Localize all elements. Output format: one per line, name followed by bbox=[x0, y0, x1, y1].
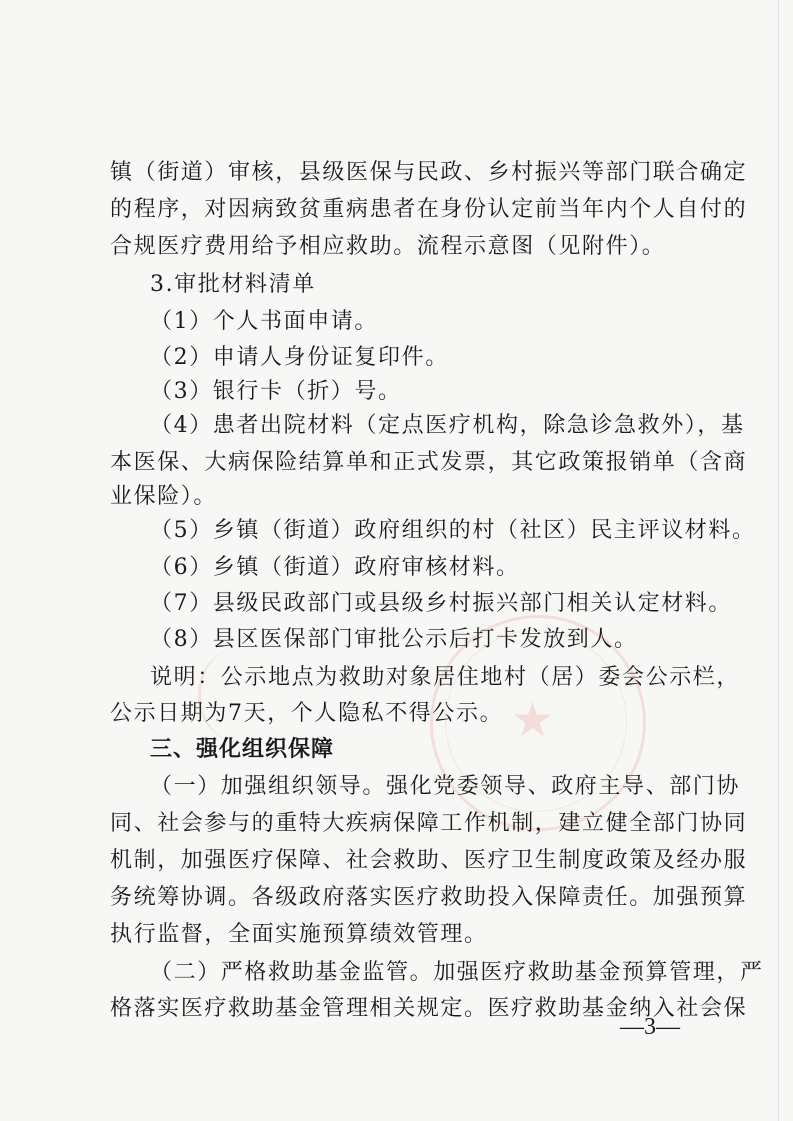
note-line: 说明：公示地点为救助对象居住地村（居）委会公示栏， bbox=[150, 665, 741, 690]
section-heading: 三、强化组织保障 bbox=[150, 737, 335, 762]
paragraph-line: 务统筹协调。各级政府落实医疗救助投入保障责任。加强预算 bbox=[110, 885, 748, 910]
seal-star-icon: ★ bbox=[511, 692, 555, 748]
scan-edge-line bbox=[778, 0, 779, 1121]
list-item-continuation: 本医保、大病保险结算单和正式发票，其它政策报销单（含商 bbox=[110, 450, 748, 475]
paragraph-line: 合规医疗费用给予相应救助。流程示意图（见附件）。 bbox=[110, 234, 666, 259]
list-item: （2）申请人身份证复印件。 bbox=[150, 345, 449, 370]
note-line: 公示日期为7天，个人隐私不得公示。 bbox=[110, 701, 504, 726]
list-item-continuation: 业保险）。 bbox=[110, 484, 218, 509]
paragraph-line: 机制，加强医疗保障、社会救助、医疗卫生制度政策及经办服 bbox=[110, 848, 748, 873]
paragraph-line: 的程序，对因病致贫重病患者在身份认定前当年内个人自付的 bbox=[110, 197, 748, 222]
list-item: （3）银行卡（折）号。 bbox=[150, 379, 402, 404]
list-item: （1）个人书面申请。 bbox=[150, 309, 378, 334]
list-item: （7）县级民政部门或县级乡村振兴部门相关认定材料。 bbox=[150, 591, 732, 616]
paragraph-line: 同、社会参与的重特大疾病保障工作机制，建立健全部门协同 bbox=[110, 811, 748, 836]
paragraph-line: （二）严格救助基金监管。加强医疗救助基金预算管理，严 bbox=[150, 960, 764, 985]
paragraph-line: 镇（街道）审核，县级医保与民政、乡村振兴等部门联合确定 bbox=[110, 160, 748, 185]
paragraph-line: 执行监督，全面实施预算绩效管理。 bbox=[110, 922, 488, 947]
list-item: （8）县区医保部门审批公示后打卡发放到人。 bbox=[150, 627, 638, 652]
list-item: （5）乡镇（街道）政府组织的村（社区）民主评议材料。 bbox=[150, 518, 756, 543]
list-item: （6）乡镇（街道）政府审核材料。 bbox=[150, 555, 520, 580]
page-number: —3— bbox=[620, 1014, 680, 1040]
paragraph-line: 格落实医疗救助基金管理相关规定。医疗救助基金纳入社会保 bbox=[110, 996, 748, 1021]
paragraph-line: （一）加强组织领导。强化党委领导、政府主导、部门协 bbox=[150, 774, 741, 799]
list-item: （4）患者出院材料（定点医疗机构，除急诊急救外），基 bbox=[150, 413, 745, 438]
list-title: 3.审批材料清单 bbox=[150, 272, 316, 297]
